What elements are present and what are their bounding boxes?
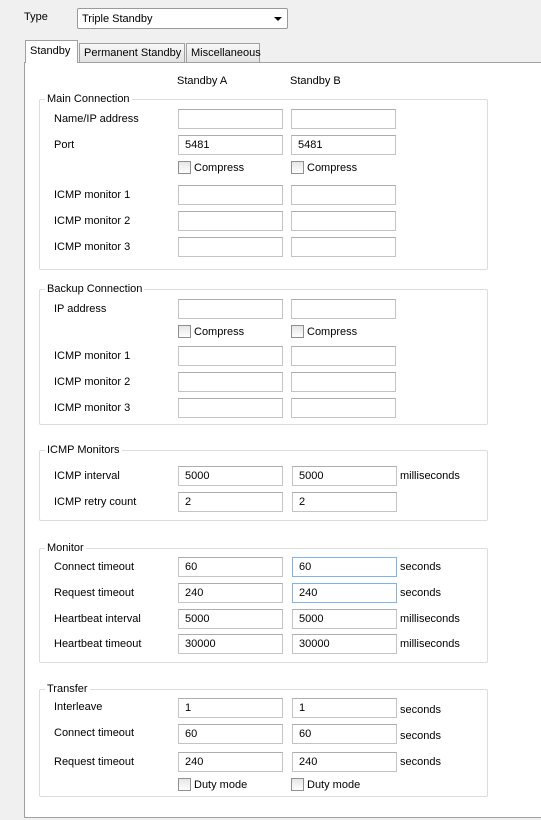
transfer-connect-unit: seconds (400, 730, 441, 742)
icmp-interval-label: ICMP interval (54, 470, 120, 482)
interleave-label: Interleave (54, 701, 103, 713)
main-name-ip-a-input[interactable] (178, 109, 283, 129)
backup-icmp2-a-input[interactable] (178, 372, 283, 392)
icmp-interval-b-input[interactable]: 5000 (292, 466, 397, 486)
backup-icmp1-a-input[interactable] (178, 346, 283, 366)
backup-icmp3-b-input[interactable] (291, 398, 396, 418)
icmp-interval-unit: milliseconds (400, 470, 460, 482)
duty-mode-b-checkbox[interactable] (291, 778, 304, 791)
interleave-unit: seconds (400, 704, 441, 716)
icmp-interval-a-input[interactable]: 5000 (178, 466, 283, 486)
main-icmp1-label: ICMP monitor 1 (54, 189, 131, 201)
backup-compress-a-label: Compress (194, 326, 245, 338)
tab-standby-label: Standby (30, 45, 71, 57)
monitor-connect-label: Connect timeout (54, 561, 135, 573)
backup-icmp2-label: ICMP monitor 2 (54, 376, 131, 388)
main-name-ip-b-input[interactable] (291, 109, 396, 129)
icmp-monitors-title: ICMP Monitors (47, 444, 120, 456)
main-port-b-input[interactable]: 5481 (291, 135, 396, 155)
heartbeat-interval-a-input[interactable]: 5000 (178, 609, 283, 629)
backup-icmp1-label: ICMP monitor 1 (54, 350, 131, 362)
main-icmp3-a-input[interactable] (178, 237, 283, 257)
duty-mode-a-label: Duty mode (194, 779, 248, 791)
main-icmp2-a-input[interactable] (178, 211, 283, 231)
name-ip-label: Name/IP address (54, 113, 139, 125)
main-icmp2-label: ICMP monitor 2 (54, 215, 131, 227)
main-icmp3-b-input[interactable] (291, 237, 396, 257)
backup-compress-a-checkbox[interactable] (178, 325, 191, 338)
type-label: Type (24, 11, 48, 23)
backup-icmp1-b-input[interactable] (291, 346, 396, 366)
transfer-request-unit: seconds (400, 756, 441, 768)
type-select-value: Triple Standby (82, 13, 153, 25)
duty-mode-b-label: Duty mode (307, 779, 361, 791)
tab-miscellaneous-label: Miscellaneous (191, 47, 261, 59)
transfer-connect-label: Connect timeout (54, 727, 135, 739)
backup-icmp3-a-input[interactable] (178, 398, 283, 418)
backup-ip-label: IP address (54, 303, 107, 315)
icmp-retry-label: ICMP retry count (54, 496, 137, 508)
heartbeat-timeout-b-input[interactable]: 30000 (292, 634, 397, 654)
column-header-standby-a: Standby A (177, 75, 228, 87)
main-icmp3-label: ICMP monitor 3 (54, 241, 131, 253)
chevron-down-icon[interactable] (274, 17, 282, 21)
main-port-a-input[interactable]: 5481 (178, 135, 283, 155)
transfer-request-b-input[interactable]: 240 (292, 752, 397, 772)
monitor-connect-unit: seconds (400, 561, 441, 573)
backup-ip-b-input[interactable] (291, 299, 396, 319)
type-select[interactable] (77, 8, 288, 29)
icmp-retry-a-input[interactable]: 2 (178, 492, 283, 512)
transfer-connect-a-input[interactable]: 60 (178, 724, 283, 744)
main-icmp1-a-input[interactable] (178, 185, 283, 205)
transfer-connect-b-input[interactable]: 60 (292, 724, 397, 744)
main-icmp1-b-input[interactable] (291, 185, 396, 205)
backup-icmp2-b-input[interactable] (291, 372, 396, 392)
heartbeat-interval-label: Heartbeat interval (54, 613, 141, 625)
tab-permanent-standby-label: Permanent Standby (84, 47, 182, 59)
column-header-standby-b: Standby B (290, 75, 341, 87)
monitor-request-unit: seconds (400, 587, 441, 599)
interleave-a-input[interactable]: 1 (178, 698, 283, 718)
main-icmp2-b-input[interactable] (291, 211, 396, 231)
monitor-title: Monitor (47, 542, 84, 554)
transfer-request-label: Request timeout (54, 756, 135, 768)
backup-icmp3-label: ICMP monitor 3 (54, 402, 131, 414)
monitor-request-b-input[interactable]: 240 (292, 583, 397, 603)
backup-compress-b-label: Compress (307, 326, 358, 338)
backup-connection-title: Backup Connection (47, 283, 143, 295)
main-compress-a-checkbox[interactable] (178, 161, 191, 174)
duty-mode-a-checkbox[interactable] (178, 778, 191, 791)
heartbeat-interval-b-input[interactable]: 5000 (292, 609, 397, 629)
heartbeat-timeout-label: Heartbeat timeout (54, 638, 142, 650)
monitor-request-label: Request timeout (54, 587, 135, 599)
main-connection-title: Main Connection (47, 93, 130, 105)
main-compress-b-checkbox[interactable] (291, 161, 304, 174)
main-compress-a-label: Compress (194, 162, 245, 174)
monitor-connect-b-input[interactable]: 60 (292, 557, 397, 577)
heartbeat-interval-unit: milliseconds (400, 613, 460, 625)
monitor-connect-a-input[interactable]: 60 (178, 557, 283, 577)
monitor-request-a-input[interactable]: 240 (178, 583, 283, 603)
interleave-b-input[interactable]: 1 (292, 698, 397, 718)
icmp-retry-b-input[interactable]: 2 (292, 492, 397, 512)
main-compress-b-label: Compress (307, 162, 358, 174)
backup-ip-a-input[interactable] (178, 299, 283, 319)
heartbeat-timeout-a-input[interactable]: 30000 (178, 634, 283, 654)
backup-compress-b-checkbox[interactable] (291, 325, 304, 338)
tab-standby[interactable] (25, 40, 78, 63)
tab-permanent-standby[interactable] (79, 43, 185, 62)
heartbeat-timeout-unit: milliseconds (400, 638, 460, 650)
tab-miscellaneous[interactable] (186, 43, 260, 62)
transfer-title: Transfer (47, 683, 88, 695)
transfer-request-a-input[interactable]: 240 (178, 752, 283, 772)
port-label: Port (54, 139, 75, 151)
